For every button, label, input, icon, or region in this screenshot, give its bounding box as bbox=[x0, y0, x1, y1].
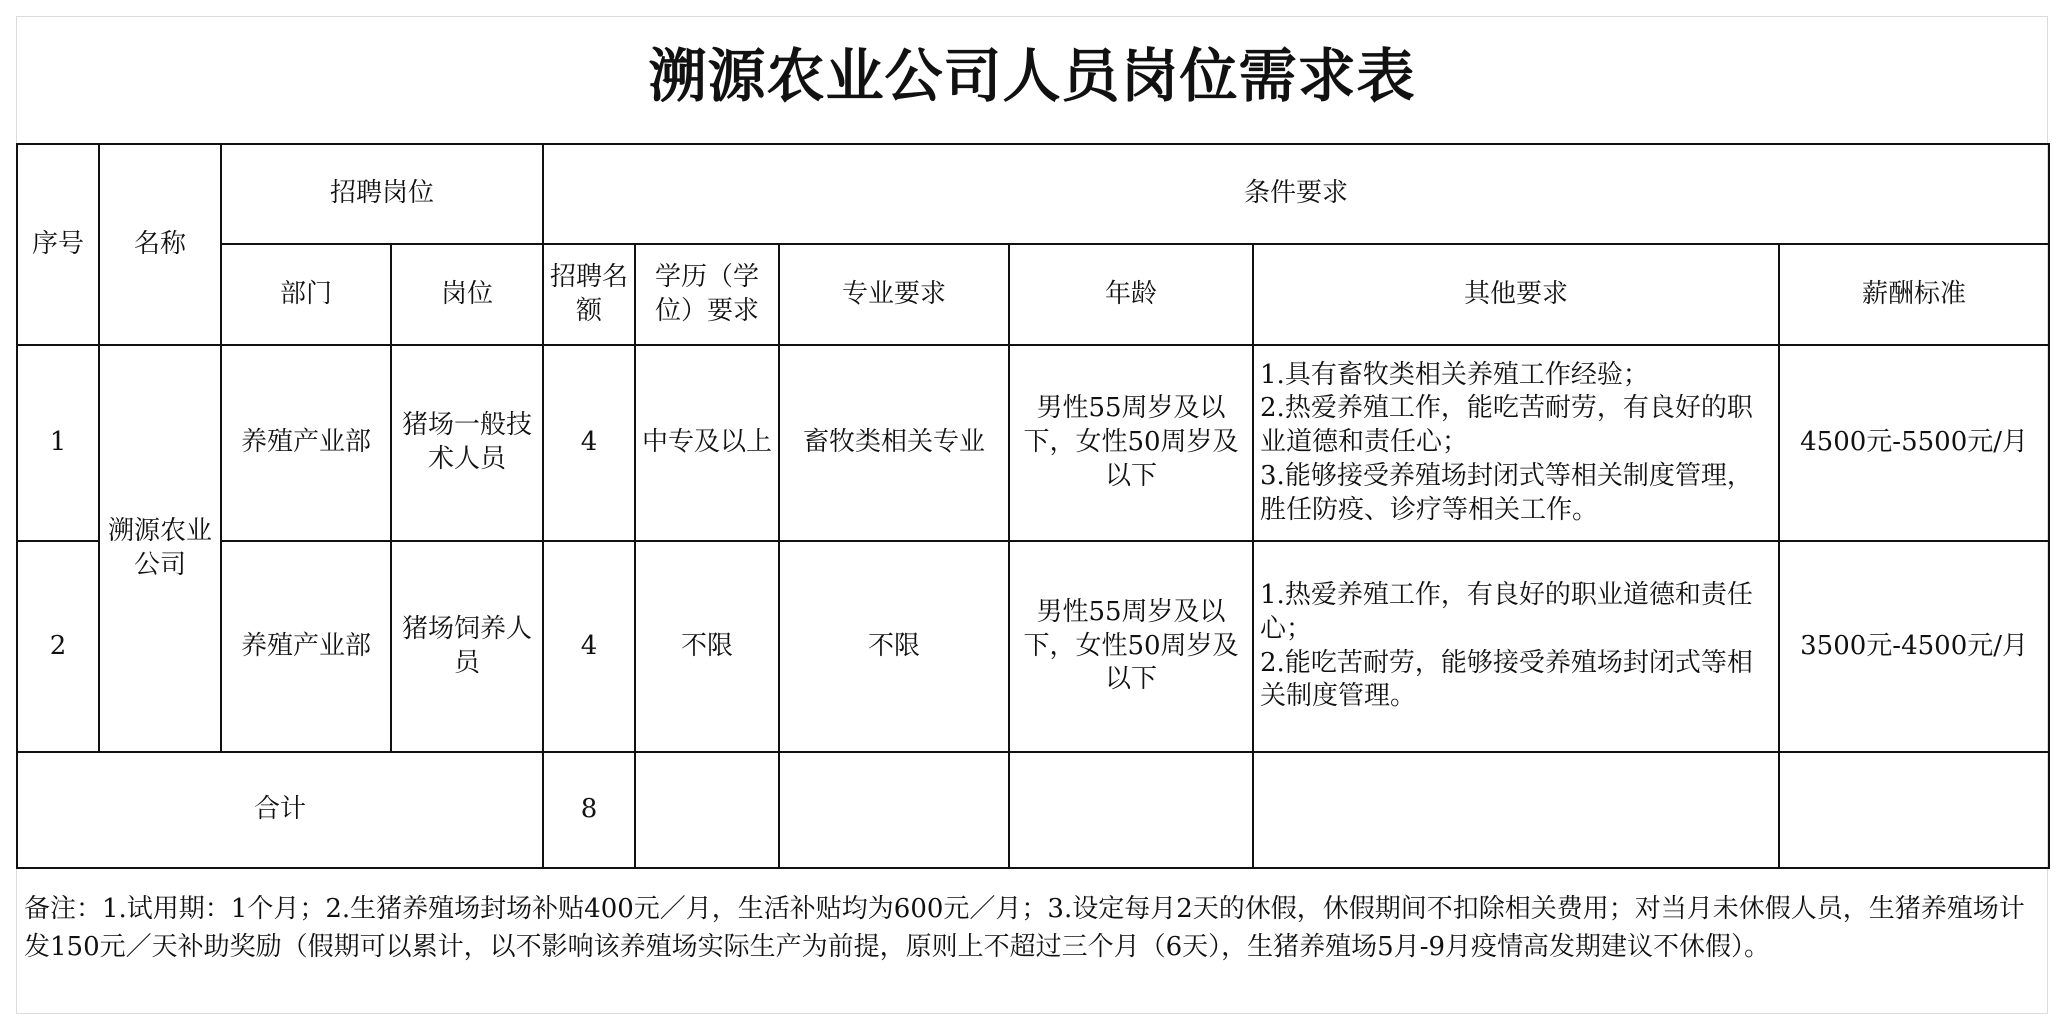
total-quota: 8 bbox=[543, 752, 635, 868]
row-post: 猪场饲养人员 bbox=[391, 541, 543, 752]
requirement-item: 1.具有畜牧类相关养殖工作经验； bbox=[1260, 359, 1649, 390]
row-quota: 4 bbox=[543, 541, 635, 752]
requirement-item: 3.能够接受养殖场封闭式等相关制度管理，胜任防疫、诊疗等相关工作。 bbox=[1260, 460, 1753, 525]
header-education: 学历（学位）要求 bbox=[635, 244, 779, 345]
remarks-note: 备注：1.试用期：1个月；2.生猪养殖场封场补贴400元／月，生活补贴均为600元／月；3.设定每月2天的休假，休假期间不扣除相关费用；对当月未休假人员，生猪养殖场计发150元／天补助奖励（假期可以累计，以不影响该养殖场实际生产为前提，原则上不超过三个月（6天），生猪养殖场5月-9月疫情高发期建议不休假）。 bbox=[24, 894, 2025, 962]
row-education: 不限 bbox=[635, 541, 779, 752]
page-title: 溯源农业公司人员岗位需求表 bbox=[648, 42, 1416, 110]
header-salary: 薪酬标准 bbox=[1779, 244, 2049, 345]
header-dept: 部门 bbox=[221, 244, 391, 345]
empty-cell bbox=[779, 752, 1009, 868]
requirements-table bbox=[16, 143, 2050, 869]
header-post: 岗位 bbox=[391, 244, 543, 345]
requirement-item: 1.热爱养殖工作，有良好的职业道德和责任心； bbox=[1260, 579, 1753, 644]
header-recruit-post: 招聘岗位 bbox=[221, 144, 543, 244]
total-row bbox=[17, 752, 2049, 868]
header-seq: 序号 bbox=[17, 144, 99, 345]
empty-cell bbox=[1009, 752, 1253, 868]
row-major: 不限 bbox=[779, 541, 1009, 752]
header-name: 名称 bbox=[99, 144, 221, 345]
row-post: 猪场一般技术人员 bbox=[391, 345, 543, 541]
header-age: 年龄 bbox=[1009, 244, 1253, 345]
header-conditions: 条件要求 bbox=[543, 144, 2049, 244]
header-major: 专业要求 bbox=[779, 244, 1009, 345]
requirement-item: 2.能吃苦耐劳，能够接受养殖场封闭式等相关制度管理。 bbox=[1260, 647, 1753, 712]
row-quota: 4 bbox=[543, 345, 635, 541]
empty-cell bbox=[1253, 752, 1779, 868]
row-age: 男性55周岁及以下，女性50周岁及以下 bbox=[1009, 541, 1253, 752]
table-row bbox=[17, 541, 2049, 752]
empty-cell bbox=[635, 752, 779, 868]
header-row-2 bbox=[17, 244, 2049, 345]
empty-cell bbox=[1779, 752, 2049, 868]
header-other: 其他要求 bbox=[1253, 244, 1779, 345]
row-age: 男性55周岁及以下，女性50周岁及以下 bbox=[1009, 345, 1253, 541]
row-other-requirements bbox=[1253, 541, 1779, 752]
requirement-item: 2.热爱养殖工作，能吃苦耐劳，有良好的职业道德和责任心； bbox=[1260, 393, 1753, 458]
row-dept: 养殖产业部 bbox=[221, 541, 391, 752]
row-major: 畜牧类相关专业 bbox=[779, 345, 1009, 541]
table-row bbox=[17, 345, 2049, 541]
row-education: 中专及以上 bbox=[635, 345, 779, 541]
row-salary: 4500元-5500元/月 bbox=[1779, 345, 2049, 541]
row-other-requirements bbox=[1253, 345, 1779, 541]
header-quota: 招聘名额 bbox=[543, 244, 635, 345]
row-salary: 3500元-4500元/月 bbox=[1779, 541, 2049, 752]
row-dept: 养殖产业部 bbox=[221, 345, 391, 541]
header-row-1 bbox=[17, 144, 2049, 244]
company-name: 溯源农业公司 bbox=[99, 345, 221, 752]
row-seq: 2 bbox=[17, 541, 99, 752]
total-label: 合计 bbox=[17, 752, 543, 868]
row-seq: 1 bbox=[17, 345, 99, 541]
